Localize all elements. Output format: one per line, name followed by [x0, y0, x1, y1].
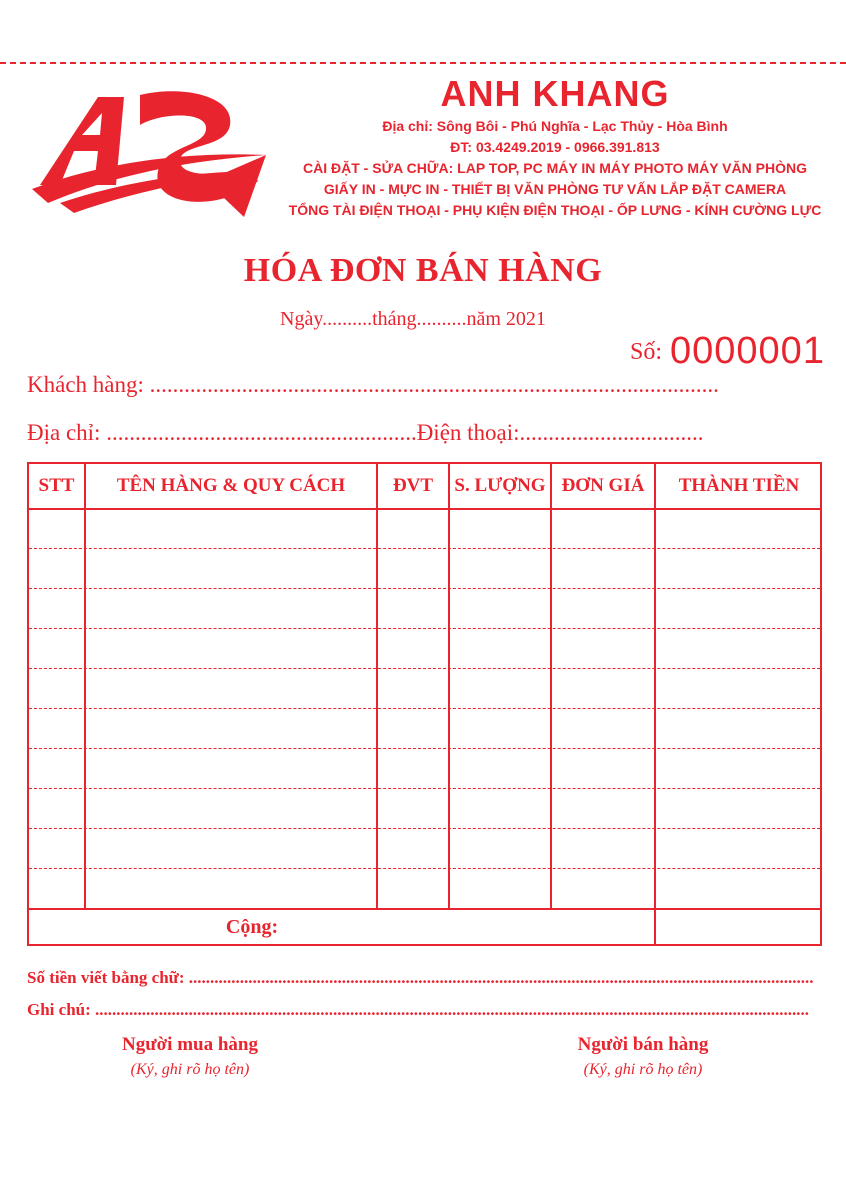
col-divider	[376, 464, 378, 908]
seller-signature	[513, 1032, 773, 1082]
anh-khang-logo	[30, 85, 270, 225]
buyer-role: Người mua hàng	[122, 1034, 258, 1055]
table-row-line	[29, 828, 820, 829]
total-label: Cộng:	[225, 916, 279, 938]
table-row-line	[29, 868, 820, 869]
buyer-hint: (Ký, ghi rõ họ tên)	[130, 1061, 250, 1078]
invoice-title: HÓA ĐƠN BÁN HÀNG	[243, 252, 603, 289]
col-divider	[550, 464, 552, 908]
col-divider	[654, 464, 656, 944]
table-row-line	[29, 628, 820, 629]
customer-field: Khách hàng: ...................................................................................................	[27, 372, 719, 397]
company-address: Địa chỉ: Sông Bôi - Phú Nghĩa - Lạc Thủy - Hòa Bình	[382, 118, 728, 134]
company-name: ANH KHANG	[440, 73, 670, 114]
company-services-2: GIẤY IN - MỰC IN - THIẾT BỊ VĂN PHÒNG TƯ VẤN LẮP ĐẶT CAMERA	[323, 181, 787, 197]
table-row-line	[29, 788, 820, 789]
seller-role: Người bán hàng	[577, 1034, 709, 1055]
amount-in-words-field: Số tiền viết bằng chữ: ...................................................................................................................................................	[27, 968, 814, 987]
col-unit: ĐVT	[392, 475, 434, 496]
table-row-line	[29, 588, 820, 589]
table-row-line	[29, 668, 820, 669]
table-header	[29, 464, 820, 510]
company-services-3: TỔNG TÀI ĐIỆN THOẠI - PHỤ KIỆN ĐIỆN THOẠI - ỐP LƯNG - KÍNH CƯỜNG LỰC	[288, 202, 822, 218]
company-phone: ĐT: 03.4249.2019 - 0966.391.813	[450, 139, 660, 155]
col-divider	[84, 464, 86, 908]
col-divider	[448, 464, 450, 908]
col-item-name: TÊN HÀNG & QUY CÁCH	[116, 475, 346, 496]
perforation-line	[0, 62, 846, 64]
date-line-text: Ngày..........tháng..........năm 2021	[280, 308, 546, 330]
company-services-1: CÀI ĐẶT - SỬA CHỮA: LAP TOP, PC MÁY IN MÁY PHOTO MÁY VĂN PHÒNG	[303, 160, 807, 176]
col-stt: STT	[38, 475, 75, 496]
items-table	[27, 462, 822, 946]
col-amount: THÀNH TIỀN	[678, 475, 800, 496]
seller-hint: (Ký, ghi rõ họ tên)	[583, 1061, 703, 1078]
invoice-number	[630, 326, 825, 372]
col-quantity: S. LƯỢNG	[454, 475, 546, 496]
invoice-number-value: 0000001	[670, 330, 825, 372]
table-row-line	[29, 748, 820, 749]
col-unit-price: ĐƠN GIÁ	[561, 475, 645, 496]
table-row-line	[29, 708, 820, 709]
invoice-number-label: Số:	[630, 339, 663, 365]
buyer-signature	[60, 1032, 320, 1082]
note-field: Ghi chú: ........................................................................................................................................................................	[27, 1000, 810, 1019]
company-header	[270, 72, 840, 221]
address-phone-field: Địa chỉ: ......................................................Điện thoại:................................	[27, 420, 704, 445]
table-row-line	[29, 548, 820, 549]
